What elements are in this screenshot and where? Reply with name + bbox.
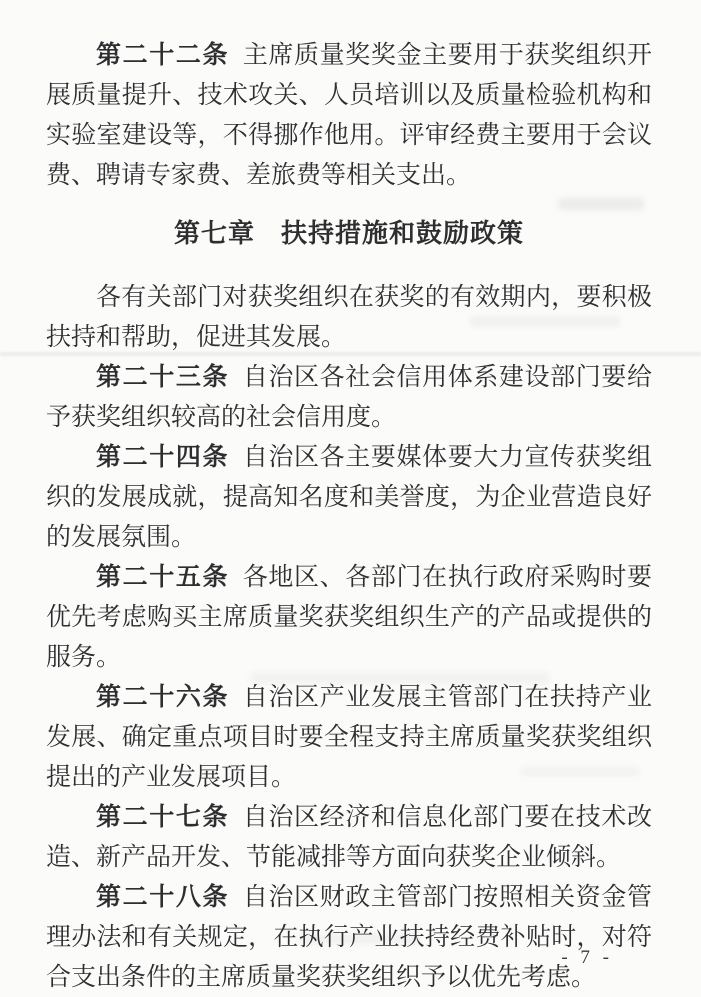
article-paragraph-26 [46,678,652,798]
chapter-heading [46,214,652,254]
article-text: 自治区经济和信息化部门要在技术改造、新产品开发、节能减排等方面向获奖企业倾斜。 [46,804,652,871]
article-number: 第二十四条 [96,444,230,471]
article-text: 自治区各主要媒体要大力宣传获奖组织的发展成就，提高知名度和美誉度，为企业营造良好的发展氛围。 [46,444,652,551]
page-number: - 7 - [561,947,613,968]
article-text: 自治区各社会信用体系建设部门要给予获奖组织较高的社会信用度。 [46,364,652,431]
article-paragraph-25 [46,558,652,678]
article-number: 第二十六条 [96,684,230,711]
article-number: 第二十三条 [96,364,230,391]
article-number: 第二十八条 [96,884,230,911]
article-paragraph-27 [46,798,652,878]
paragraph-text: 各有关部门对获奖组织在获奖的有效期内，要积极扶持和帮助，促进其发展。 [46,284,652,351]
article-number: 第二十二条 [96,42,230,69]
article-number: 第二十七条 [96,804,230,831]
article-text: 各地区、各部门在执行政府采购时要优先考虑购买主席质量奖获奖组织生产的产品或提供的服务。 [46,564,652,671]
chapter-number: 第七章 [173,219,255,248]
article-paragraph-23 [46,358,652,438]
article-text: 自治区产业发展主管部门在扶持产业发展、确定重点项目时要全程支持主席质量奖获奖组织提出的产业发展项目。 [46,684,652,791]
article-paragraph-24 [46,438,652,558]
article-text: 主席质量奖奖金主要用于获奖组织开展质量提升、技术攻关、人员培训以及质量检验机构和实验室建设等，不得挪作他用。评审经费主要用于会议费、聘请专家费、差旅费等相关支出。 [46,42,652,189]
article-paragraph-22 [46,36,652,196]
article-number: 第二十五条 [96,564,230,591]
document-body [46,36,652,997]
article-paragraph-28 [46,878,652,997]
chapter-title: 扶持措施和鼓励政策 [281,219,525,248]
intro-paragraph [46,278,652,358]
article-text: 自治区财政主管部门按照相关资金管理办法和有关规定，在执行产业扶持经费补贴时，对符合支出条件的主席质量奖获奖组织予以优先考虑。 [46,884,652,991]
